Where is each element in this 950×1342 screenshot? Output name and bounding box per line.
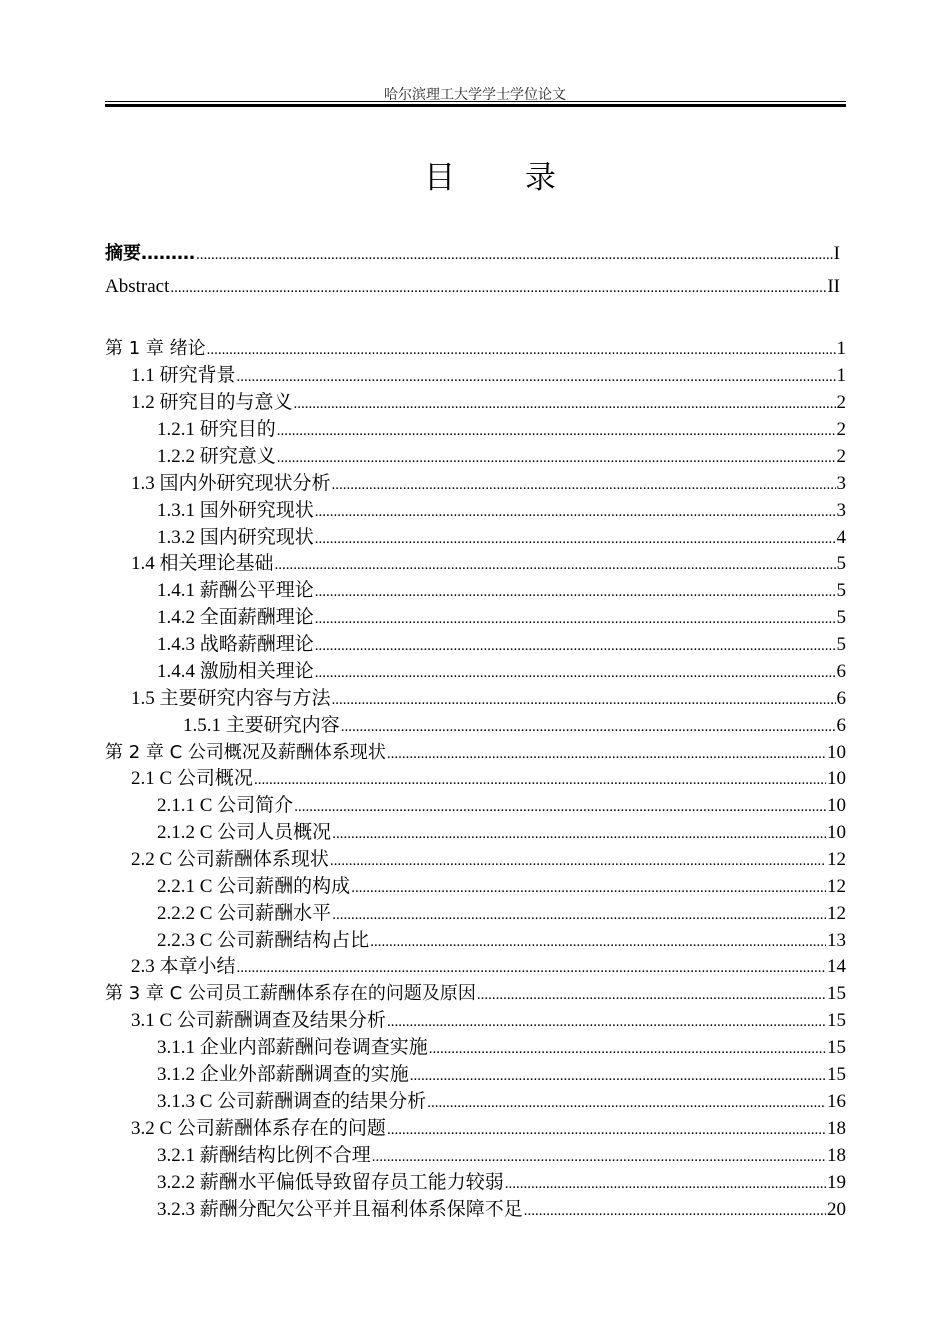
toc-entry-label: 1.3.2 国内研究现状 bbox=[157, 527, 314, 548]
toc-entry-label: 2.1 C 公司概况 bbox=[131, 768, 253, 789]
toc-entry-label: 1.4.1 薪酬公平理论 bbox=[157, 580, 314, 601]
toc-leader-dots bbox=[351, 877, 826, 899]
toc-leader-dots bbox=[332, 823, 826, 845]
toc-entry-label: 2.2.1 C 公司薪酬的构成 bbox=[157, 876, 351, 897]
toc-leader-dots bbox=[294, 393, 836, 415]
toc-leader-dots bbox=[332, 689, 836, 711]
toc-entry-page: II bbox=[827, 276, 840, 297]
toc-entry-page: 15 bbox=[827, 1010, 846, 1031]
toc-entry-page: 2 bbox=[836, 392, 846, 413]
toc-entry-page: 12 bbox=[827, 876, 846, 897]
toc-leader-dots bbox=[315, 635, 836, 657]
toc-leader-dots bbox=[332, 474, 836, 496]
toc-leader-dots bbox=[315, 608, 836, 630]
toc-leader-dots bbox=[427, 1092, 826, 1114]
toc-entry-page: 10 bbox=[827, 742, 846, 763]
toc-entry-label: 摘要……… bbox=[105, 243, 195, 264]
toc-leader-dots bbox=[207, 339, 836, 361]
toc-entry-section[interactable] bbox=[131, 1118, 846, 1140]
toc-entry-section[interactable] bbox=[131, 768, 846, 790]
toc-entry-subsection[interactable] bbox=[157, 1172, 846, 1194]
toc-entry-page: 5 bbox=[836, 607, 846, 628]
toc-entry-label: 2.2.2 C 公司薪酬水平 bbox=[157, 903, 332, 924]
toc-leader-dots bbox=[505, 1173, 826, 1195]
toc-entry-label: 1.2.1 研究目的 bbox=[157, 419, 276, 440]
toc-entry-section[interactable] bbox=[131, 473, 846, 495]
toc-entry-page: 13 bbox=[827, 930, 846, 951]
toc-leader-dots bbox=[294, 796, 826, 818]
toc-entry-subsection[interactable] bbox=[157, 607, 846, 629]
toc-entry-page: 6 bbox=[836, 661, 846, 682]
toc-entry-chapter-3[interactable] bbox=[105, 983, 846, 1005]
toc-entry-subsection[interactable] bbox=[157, 419, 846, 441]
toc-entry-subsection[interactable] bbox=[157, 1064, 846, 1086]
toc-leader-dots bbox=[330, 850, 826, 872]
toc-leader-dots bbox=[275, 554, 836, 576]
toc-leader-dots bbox=[387, 1011, 826, 1033]
toc-entry-page: 12 bbox=[827, 903, 846, 924]
toc-entry-section[interactable] bbox=[131, 849, 846, 871]
toc-leader-dots bbox=[410, 1065, 826, 1087]
toc-leader-dots bbox=[370, 931, 826, 953]
toc-entry-abstract-cn[interactable] bbox=[105, 243, 840, 265]
toc-entry-subsection[interactable] bbox=[157, 1199, 846, 1221]
toc-entry-subsection[interactable] bbox=[157, 903, 846, 925]
toc-entry-subsection[interactable] bbox=[157, 1037, 846, 1059]
toc-entry-subsection[interactable] bbox=[157, 580, 846, 602]
toc-leader-dots bbox=[387, 1119, 826, 1141]
toc-entry-page: 5 bbox=[836, 580, 846, 601]
toc-entry-page: 12 bbox=[827, 849, 846, 870]
toc-entry-section[interactable] bbox=[131, 392, 846, 414]
toc-entry-page: 6 bbox=[836, 715, 846, 736]
toc-entry-page: 3 bbox=[836, 473, 846, 494]
toc-entry-label: 第 3 章 C 公司员工薪酬体系存在的问题及原因 bbox=[105, 983, 476, 1004]
toc-leader-dots bbox=[477, 984, 826, 1006]
toc-entry-label: 1.2 研究目的与意义 bbox=[131, 392, 293, 413]
toc-entry-label: 1.4.3 战略薪酬理论 bbox=[157, 634, 314, 655]
toc-entry-label: 1.5 主要研究内容与方法 bbox=[131, 688, 331, 709]
toc-leader-dots bbox=[237, 957, 826, 979]
toc-entry-label: 1.5.1 主要研究内容 bbox=[183, 715, 340, 736]
header-rule-thick bbox=[105, 104, 846, 107]
toc-entry-label: 1.4 相关理论基础 bbox=[131, 553, 274, 574]
toc-entry-label: 3.2.2 薪酬水平偏低导致留存员工能力较弱 bbox=[157, 1172, 504, 1193]
toc-entry-page: 18 bbox=[827, 1145, 846, 1166]
toc-leader-dots bbox=[196, 244, 833, 266]
toc-entry-subsection[interactable] bbox=[157, 930, 846, 952]
toc-entry-page: 19 bbox=[827, 1172, 846, 1193]
toc-entry-page: 5 bbox=[836, 553, 846, 574]
header-rule-thin bbox=[105, 101, 846, 102]
toc-entry-label: 2.2.3 C 公司薪酬结构占比 bbox=[157, 930, 370, 951]
toc-leader-dots bbox=[315, 501, 836, 523]
toc-entry-label: 3.1.3 C 公司薪酬调查的结果分析 bbox=[157, 1091, 427, 1112]
toc-entry-subsection[interactable] bbox=[157, 795, 846, 817]
toc-entry-page: 10 bbox=[827, 822, 846, 843]
toc-entry-label: 1.3.1 国外研究现状 bbox=[157, 500, 314, 521]
toc-entry-label: 3.2.1 薪酬结构比例不合理 bbox=[157, 1145, 371, 1166]
toc-entry-label: 第 1 章 绪论 bbox=[105, 338, 206, 359]
toc-entry-label: 1.4.2 全面薪酬理论 bbox=[157, 607, 314, 628]
toc-entry-label: 3.1.1 企业内部薪酬问卷调查实施 bbox=[157, 1037, 428, 1058]
toc-entry-chapter-2[interactable] bbox=[105, 742, 846, 764]
toc-entry-page: 20 bbox=[827, 1199, 846, 1220]
toc-entry-subsection[interactable] bbox=[157, 822, 846, 844]
toc-entry-subsection[interactable] bbox=[157, 634, 846, 656]
toc-entry-page: 10 bbox=[827, 795, 846, 816]
toc-entry-page: 15 bbox=[827, 1037, 846, 1058]
toc-entry-label: 3.2 C 公司薪酬体系存在的问题 bbox=[131, 1118, 386, 1139]
toc-entry-page: I bbox=[833, 243, 840, 264]
toc-entry-subsection[interactable] bbox=[157, 500, 846, 522]
toc-leader-dots bbox=[315, 528, 836, 550]
toc-entry-page: 1 bbox=[836, 338, 846, 359]
toc-leader-dots bbox=[170, 277, 826, 299]
toc-entry-label: 3.1 C 公司薪酬调查及结果分析 bbox=[131, 1010, 386, 1031]
toc-leader-dots bbox=[254, 769, 826, 791]
toc-entry-page: 2 bbox=[836, 419, 846, 440]
toc-entry-label: 2.1.1 C 公司简介 bbox=[157, 795, 294, 816]
toc-entry-page: 4 bbox=[836, 527, 846, 548]
toc-entry-section[interactable] bbox=[131, 956, 846, 978]
toc-entry-label: 1.3 国内外研究现状分析 bbox=[131, 473, 331, 494]
toc-entry-page: 5 bbox=[836, 634, 846, 655]
running-header: 哈尔滨理工大学学士学位论文 bbox=[384, 88, 566, 103]
toc-entry-subsection[interactable] bbox=[157, 1145, 846, 1167]
toc-entry-label: 2.3 本章小结 bbox=[131, 956, 236, 977]
toc-leader-dots bbox=[277, 420, 836, 442]
toc-entry-label: 2.1.2 C 公司人员概况 bbox=[157, 822, 332, 843]
toc-entry-page: 2 bbox=[836, 446, 846, 467]
toc-entry-label: 1.4.4 激励相关理论 bbox=[157, 661, 314, 682]
toc-entry-page: 15 bbox=[827, 1064, 846, 1085]
toc-entry-abstract-en[interactable] bbox=[105, 276, 840, 298]
toc-leader-dots bbox=[315, 581, 836, 603]
toc-entry-label: 1.2.2 研究意义 bbox=[157, 446, 276, 467]
toc-entry-page: 18 bbox=[827, 1118, 846, 1139]
toc-entry-page: 10 bbox=[827, 768, 846, 789]
toc-entry-page: 3 bbox=[836, 500, 846, 521]
toc-entry-label: 第 2 章 C 公司概况及薪酬体系现状 bbox=[105, 742, 386, 763]
toc-entry-label: 3.1.2 企业外部薪酬调查的实施 bbox=[157, 1064, 409, 1085]
toc-leader-dots bbox=[332, 904, 826, 926]
toc-entry-subsection[interactable] bbox=[157, 527, 846, 549]
toc-entry-page: 16 bbox=[827, 1091, 846, 1112]
toc-entry-section[interactable] bbox=[131, 1010, 846, 1032]
toc-leader-dots bbox=[277, 447, 836, 469]
toc-entry-subsection[interactable] bbox=[183, 715, 846, 737]
toc-entry-page: 1 bbox=[836, 365, 846, 386]
toc-leader-dots bbox=[387, 743, 826, 765]
toc-leader-dots bbox=[315, 662, 836, 684]
toc-entry-page: 6 bbox=[836, 688, 846, 709]
toc-entry-label: 1.1 研究背景 bbox=[131, 365, 236, 386]
toc-entry-page: 14 bbox=[827, 956, 846, 977]
toc-entry-label: 2.2 C 公司薪酬体系现状 bbox=[131, 849, 329, 870]
toc-entry-section[interactable] bbox=[131, 688, 846, 710]
toc-entry-subsection[interactable] bbox=[157, 1091, 846, 1113]
toc-leader-dots bbox=[372, 1146, 826, 1168]
toc-leader-dots bbox=[237, 366, 836, 388]
toc-leader-dots bbox=[341, 716, 836, 738]
toc-entry-label: 3.2.3 薪酬分配欠公平并且福利体系保障不足 bbox=[157, 1199, 523, 1220]
toc-entry-section[interactable] bbox=[131, 553, 846, 575]
toc-entry-subsection[interactable] bbox=[157, 876, 846, 898]
toc-entry-subsection[interactable] bbox=[157, 661, 846, 683]
toc-entry-page: 15 bbox=[827, 983, 846, 1004]
toc-leader-dots bbox=[429, 1038, 826, 1060]
toc-entry-section[interactable] bbox=[131, 365, 846, 387]
toc-leader-dots bbox=[524, 1200, 826, 1222]
toc-entry-label: Abstract bbox=[105, 276, 170, 297]
toc-entry-chapter-1[interactable] bbox=[105, 338, 846, 360]
toc-entry-subsection[interactable] bbox=[157, 446, 846, 468]
toc-title: 目 录 bbox=[424, 160, 586, 196]
